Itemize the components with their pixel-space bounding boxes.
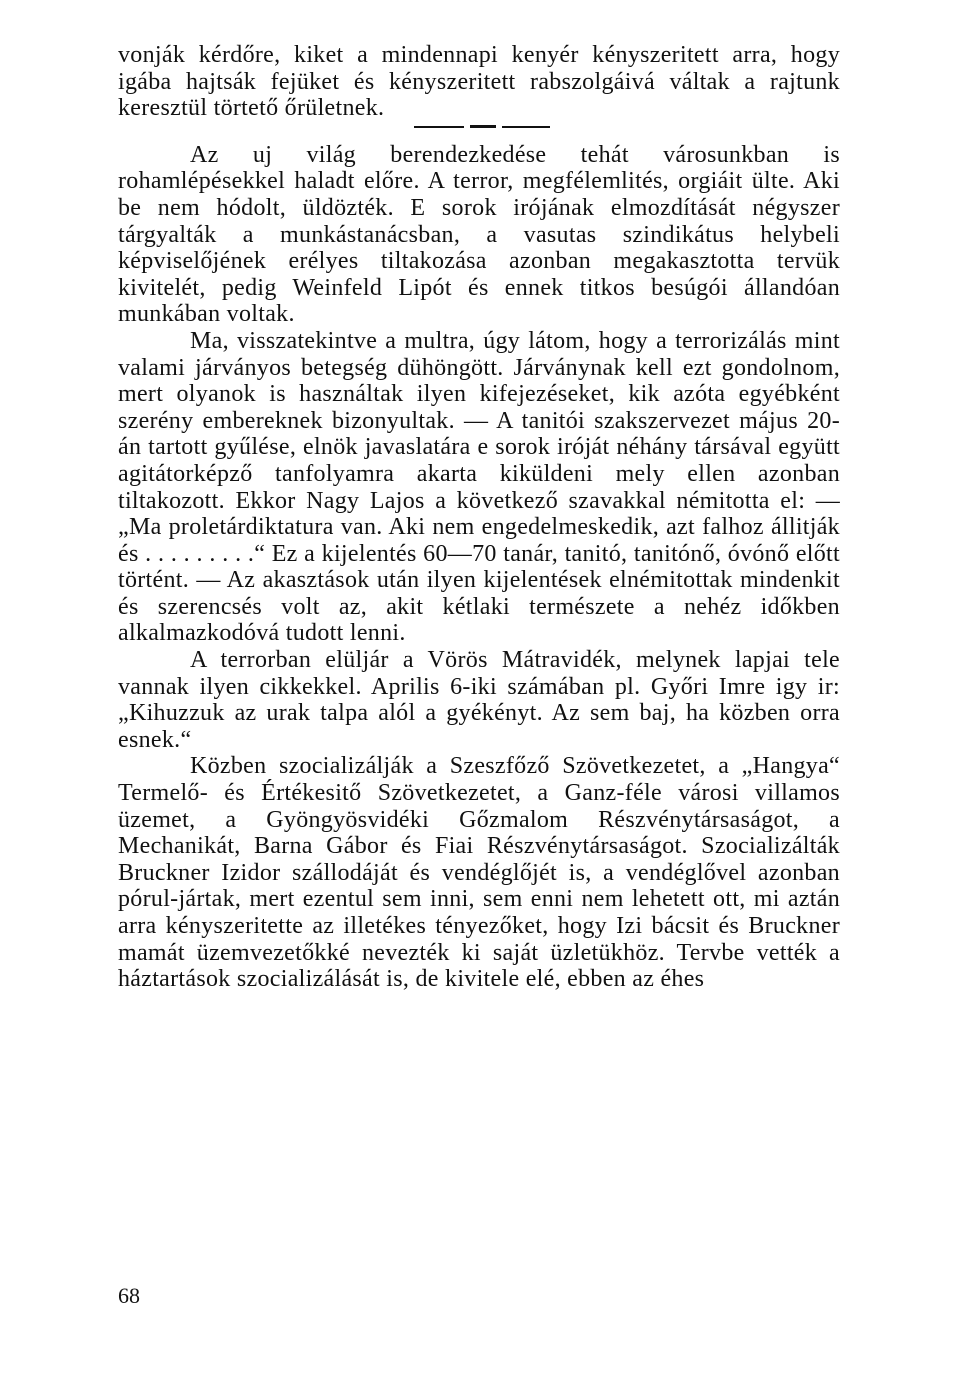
page-number: 68: [118, 1283, 140, 1308]
divider-rule-left: [414, 126, 464, 128]
divider-rule-right: [502, 126, 550, 128]
paragraph: Közben szocializálják a Szeszfőző Szövetkezetet, a „Hangya“ Termelő- és Értékesitő Szövetkezetet, a Ganz-féle városi villamos üzemet, a Gyöngyösvidéki Gőzmalom Részvénytársaságot, a Mechanikát, Barna Gábor és Fiai Részvénytársaságot. Szocializálták Bruckner Izidor szállodáját és vendéglőjét is, a vendéglővel azonban pórul-jártak, mert ezentul sem inni, sem enni nem lehetett ott, mi aztán arra kényszeritette az illetékes tényezőket, hogy Izi bácsit és Bruckner mamát üzemvezetőkké nevezték ki saját üzletükhöz. Tervbe vették a háztartások szocializálását is, de kivitele elé, ebben az éhes: [118, 753, 840, 993]
body-text: [118, 42, 840, 993]
paragraph: Az uj világ berendezkedése tehát városunkban is rohamlépésekkel haladt előre. A terror, megfélemlités, orgiáit ülte. Aki be nem hódolt, üldözték. E sorok irójának elmozdítását négyszer tárgyalták a munkástanácsban, a vasutas szindikátus helybeli képviselőjének erélyes tiltakozása azonban megakasztotta tervük kivitelét, pedig Weinfeld Lipót és ennek titkos besúgói állandóan munkában voltak.: [118, 141, 840, 328]
paragraph: Ma, visszatekintve a multra, úgy látom, hogy a terrorizálás mint valami járványos betegség dühöngött. Járványnak kell ezt gondolnom, mert olyanok is használtak ilyen kifejezéseket, kik azóta egyébként szerény embereknek bizonyultak. — A tanitói szakszervezet május 20-án tartott gyűlése, elnök javaslatára e sorok iróját néhány társával együtt agitátorképző tanfolyamra akarta kiküldeni mely ellen azonban tiltakozott. Ekkor Nagy Lajos a következő szavakkal némitotta el: — „Ma proletárdiktatura van. Aki nem engedelmeskedik, azt falhoz állitják és . . . . . . . . .“ Ez a kijelentés 60—70 tanár, tanitó, tanitónő, óvónő előtt történt. — Az akasztások után ilyen kijelentések elnémitottak mindenkit és szerencsés volt az, akit kétlaki természete a nehéz időkben alkalmazkodóvá tudott lenni.: [118, 327, 840, 647]
section-divider: [118, 122, 840, 142]
opening-paragraph: vonják kérdőre, kiket a mindennapi kenyér kényszeritett arra, hogy igába hajtsák fejüket és kényszeritett rabszolgáivá váltak a rajtunk keresztül törtető őrületnek.: [118, 42, 840, 122]
paragraph: A terrorban elüljár a Vörös Mátravidék, melynek lapjai tele vannak ilyen cikkekkel. Aprilis 6-iki számában pl. Győri Imre igy ir: „Kihuzzuk az urak talpa alól a gyékényt. Az sem baj, ha közben orra esnek.“: [118, 647, 840, 753]
divider-rule-center: [470, 125, 496, 128]
